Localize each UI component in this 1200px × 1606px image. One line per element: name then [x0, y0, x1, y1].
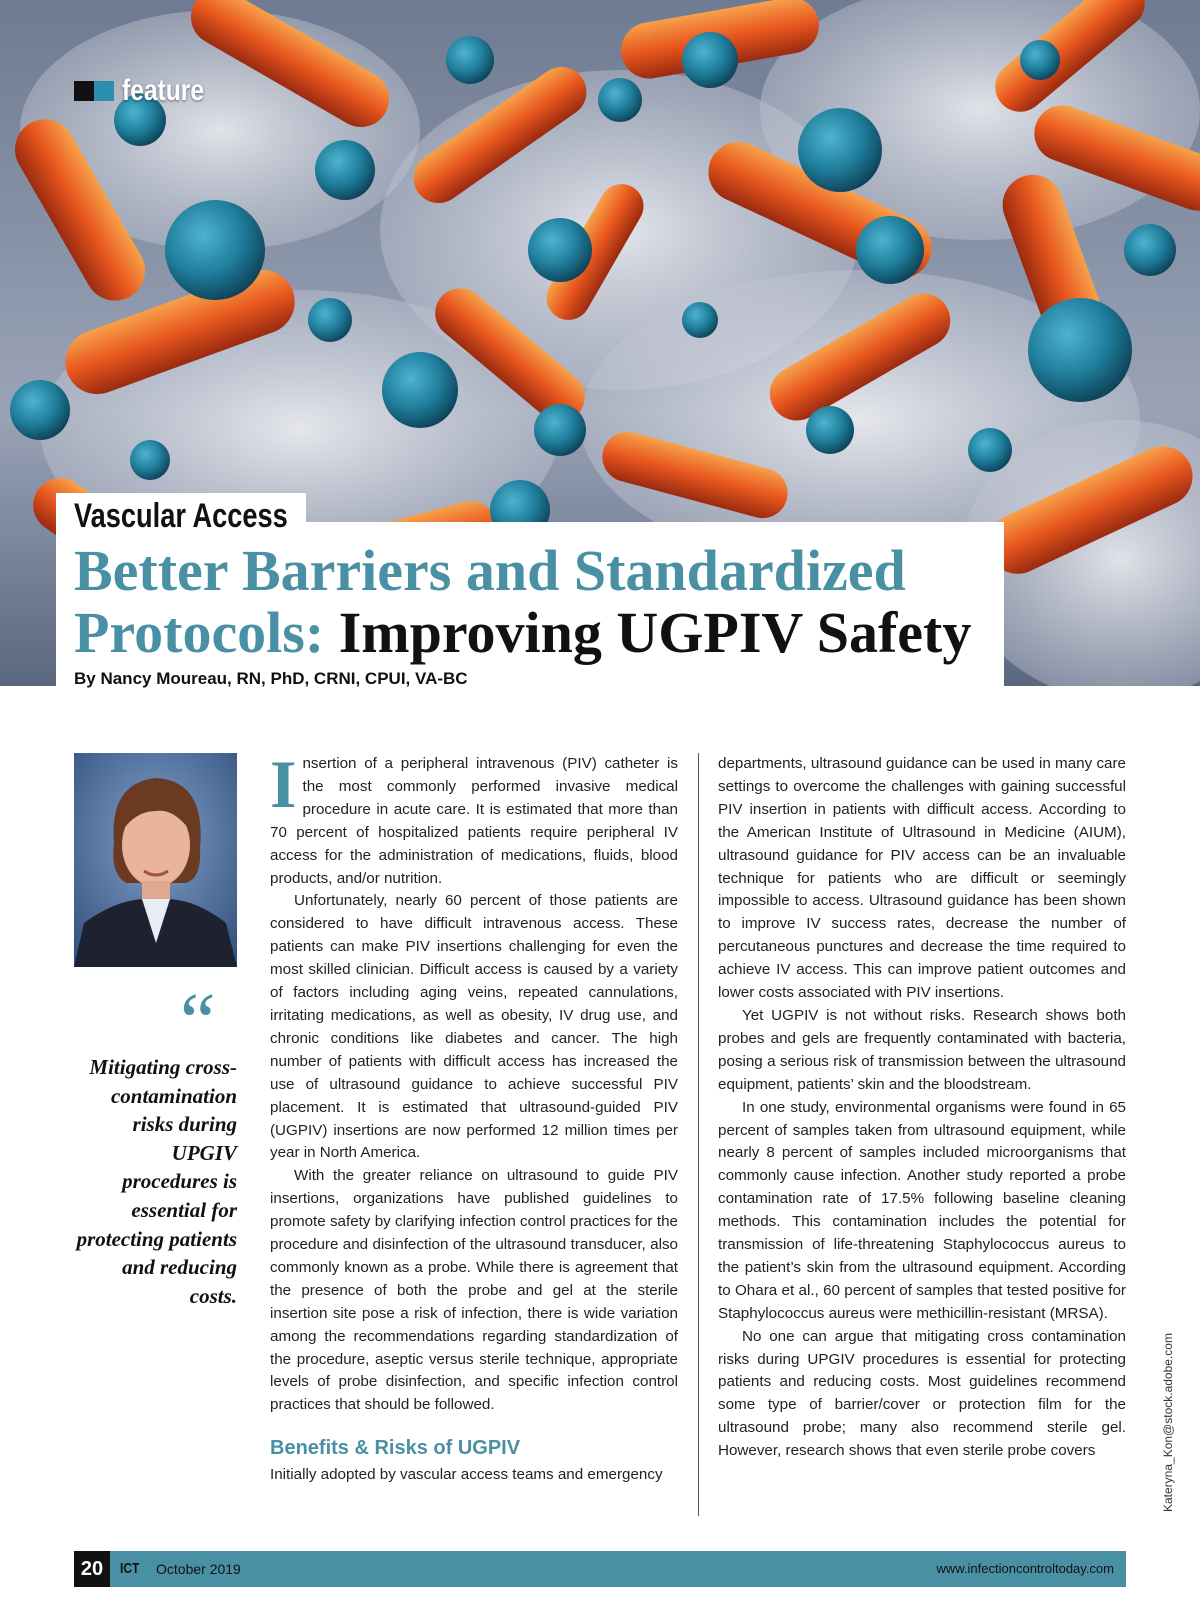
page-footer — [74, 1551, 1126, 1587]
paragraph-1 — [270, 746, 678, 890]
publication-name: ICT — [120, 1560, 140, 1577]
image-credit: Kateryna_Kon@stock.adobe.com — [1161, 1333, 1175, 1512]
drop-cap: I — [270, 746, 297, 822]
pull-quote: Mitigating cross-contamination risks during UPGIV procedures is essential for protecting patients and reducing costs. — [76, 1055, 237, 1308]
tag-square-black — [74, 81, 94, 101]
paragraph-2: Unfortunately, nearly 60 percent of those patients are considered to have difficult intravenous access. These patients can make PIV insertions challenging for even the most skilled clinician. Difficult access is caused by a variety of factors including aging veins, repeated cannulations, irritating medications, as well as obesity, IV drug use, and chronic conditions like diabetes and cancer. The high number of patients with difficult access has increased the use of ultrasound guidance to achieve successful PIV placement. It is estimated that ultrasound-guided PIV (UGPIV) insertions are now performed 12 million times per year in North America. — [270, 892, 678, 1162]
page-number: 20 — [74, 1551, 110, 1587]
paragraph-3: With the greater reliance on ultrasound to guide PIV insertions, organizations have published guidelines to promote safety by clarifying infection control practices for the procedure and disinfection of the ultrasound transducer, also commonly known as a probe. While there is agreement that the presence of both the probe and gel at the sterile insertion site pose a risk of infection, there is wide variation among the recommendations regarding standardization of the procedure, aseptic versus sterile technique, appropriate levels of probe disinfection, and specific infection control practices that should be followed. — [270, 1167, 678, 1414]
article-column-1 — [270, 746, 678, 1487]
paragraph-5: departments, ultrasound guidance can be used in many care settings to overcome the challenges with gaining successful PIV insertion in patients with difficult access. According to the American Institute of Ultrasound in Medicine (AIUM), ultrasound guidance for PIV access can be an invaluable technique for patients who are difficult or seemingly impossible to access. Ultrasound guidance has been shown to improve IV success rates, decrease the number of percutaneous punctures and decrease the time required to achieve IV access. This can improve patient outcomes and lower costs associated with PIV insertions. — [718, 755, 1126, 1002]
paragraph-4: Initially adopted by vascular access teams and emergency — [270, 1466, 663, 1484]
section-tag — [74, 74, 222, 108]
website-link[interactable]: www.infectioncontroltoday.com — [936, 1561, 1114, 1576]
quote-mark-icon: “ — [180, 992, 216, 1042]
title-accent: Better Barriers and Standardized Protocols: — [74, 538, 906, 665]
column-divider — [698, 753, 699, 1516]
section-label: feature — [122, 74, 205, 107]
article-title — [74, 540, 994, 664]
title-rest: Improving UGPIV Safety — [338, 600, 972, 665]
tag-square-teal — [94, 81, 114, 101]
byline: By Nancy Moureau, RN, PhD, CRNI, CPUI, VA-BC — [74, 669, 468, 688]
paragraph-6: Yet UGPIV is not without risks. Research shows both probes and gels are frequently contaminated with bacteria, posing a serious risk of transmission between the ultrasound equipment, patients’ skin and the bloodstream. — [718, 1006, 1126, 1093]
section-subhead: Benefits & Risks of UGPIV — [270, 1437, 521, 1460]
author-photo — [74, 753, 237, 967]
paragraph-1-text: nsertion of a peripheral intravenous (PIV) catheter is the most commonly performed invasive medical procedure in acute care. It is estimated that more than 70 percent of hospitalized patients require peripheral IV access for the administration of medications, fluids, blood products, and/or nutrition. — [270, 755, 678, 887]
author-portrait-svg — [74, 753, 237, 967]
paragraph-8: No one can argue that mitigating cross contamination risks during UPGIV procedures is essential for protecting patients and reducing costs. Most guidelines recommend some type of barrier/cover or protection film for the ultrasound probe; many also recommend sterile gel. However, research shows that even sterile probe covers — [718, 1327, 1126, 1460]
article-kicker: Vascular Access — [74, 497, 288, 535]
issue-date: October 2019 — [156, 1561, 241, 1577]
article-column-2 — [718, 753, 1126, 1463]
paragraph-7: In one study, environmental organisms were found in 65 percent of samples taken from ultrasound equipment, while nearly 8 percent of samples included microorganisms that commonly cause infection. Another study reported a probe contamination rate of 17.5% following baseline cleaning methods. This contamination includes the potential for transmission of life-threatening Staphylococcus aureus to the patient’s skin from the ultrasound equipment. According to Ohara et al., 60 percent of samples that tested positive for Staphylococcus aureus were methicillin-resistant (MRSA). — [718, 1098, 1126, 1322]
